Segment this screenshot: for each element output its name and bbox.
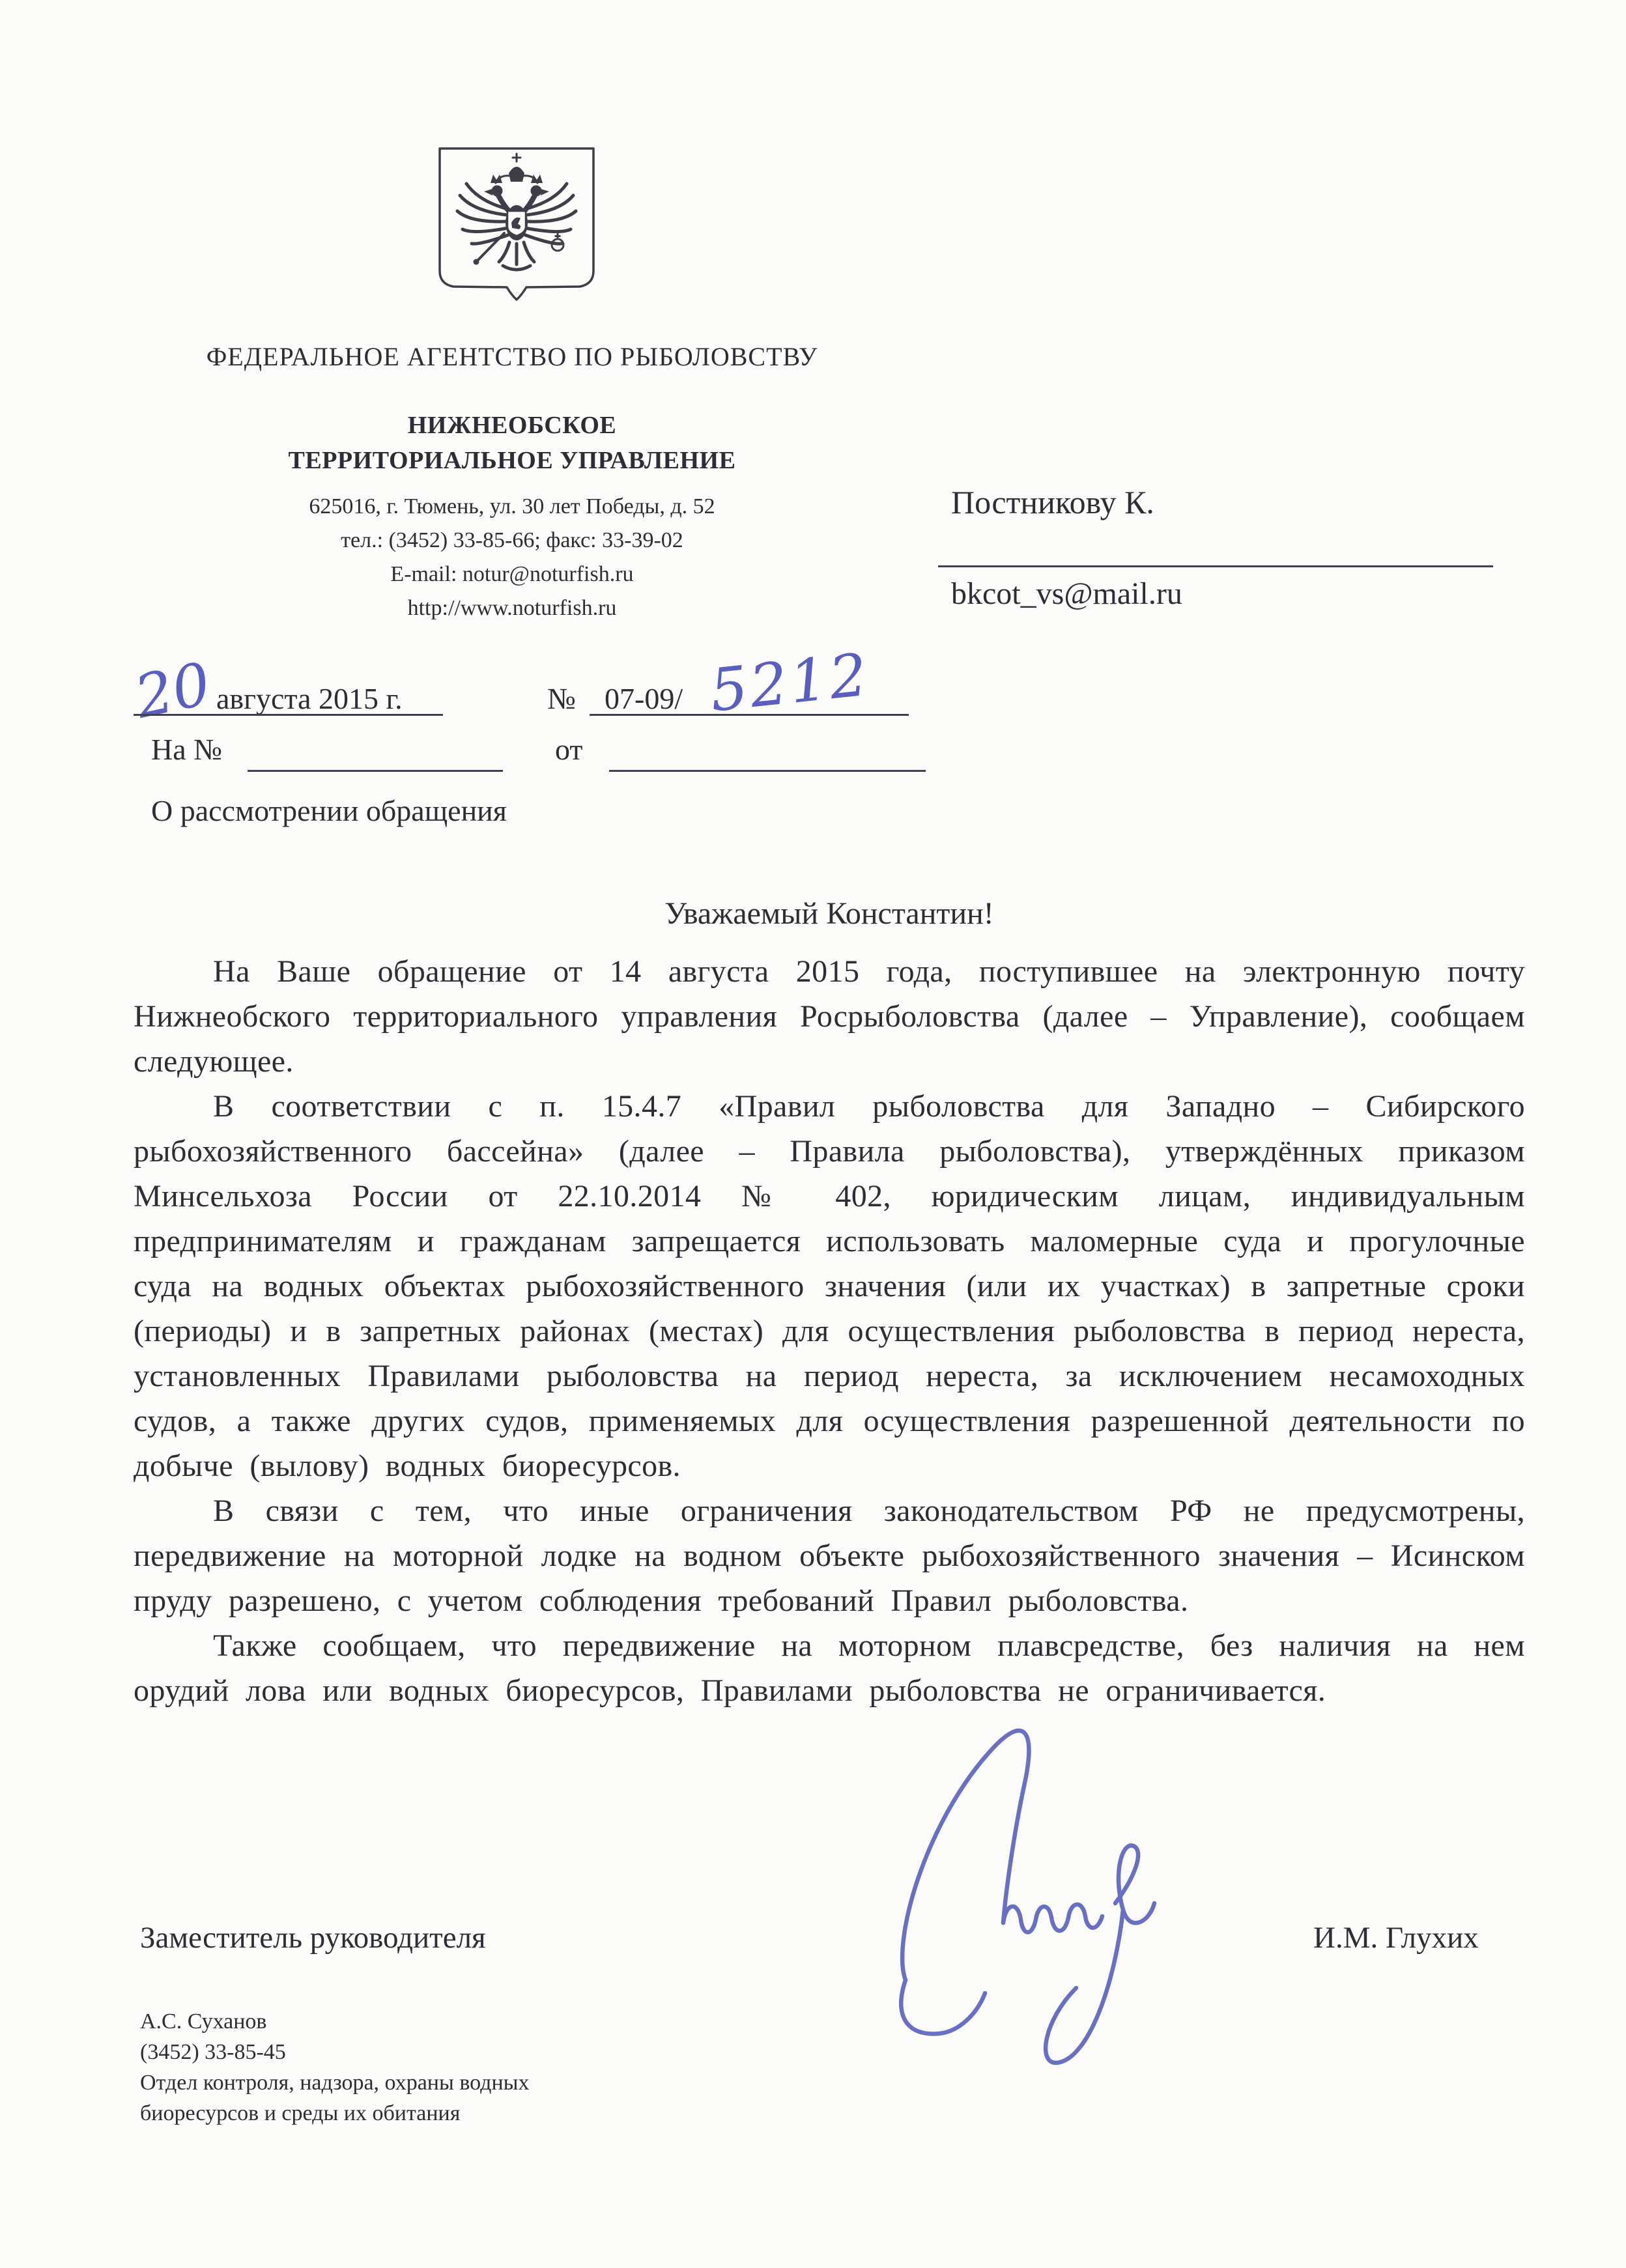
paragraph: В соответствии с п. 15.4.7 «Правил рыболовства для Западно – Сибирского рыбохозяйственного бассейна» (далее – Правила рыболовства), утверждённых приказом Минсельхоза России от 22.10.2014 № 402, юридическим лицам, индивидуальным предпринимателям и гражданам запрещается использовать маломерные суда и прогулочные суда на водных объектах рыбохозяйственного значения (или их участках) в запретные сроки (периоды) и в запретных районах (местах) для осуществления рыболовства в период нереста, установленных Правилами рыболовства на период нереста, за исключением несамоходных судов, а также других судов, применяемых для осуществления разрешенной деятельности по добыче (вылову) водных биоресурсов. (134, 1089, 1525, 1483)
reply-from-label: от (555, 733, 583, 766)
recipient-blank-line (938, 565, 1493, 567)
date-blank-line (134, 714, 443, 716)
org-name-line1: НИЖНЕОБСКОЕ (407, 412, 617, 439)
org-address: 625016, г. Тюмень, ул. 30 лет Победы, д. 52 (309, 494, 715, 518)
org-name (121, 408, 903, 478)
executor-department-line2: биоресурсов и среды их обитания (140, 2101, 461, 2125)
executor-name: А.С. Суханов (140, 2009, 267, 2034)
salutation: Уважаемый Константин! (664, 896, 994, 931)
org-website: http://www.noturfish.ru (407, 596, 617, 620)
recipient-name: Постникову К. (951, 484, 1154, 520)
paragraph: На Ваше обращение от 14 августа 2015 года, поступившее на электронную почту Нижнеобского территориального управления Росрыболовства (далее – Управление), сообщаем следующее. (134, 954, 1525, 1079)
handwritten-letter-number: 5212 (707, 640, 873, 726)
paragraph: В связи с тем, что иные ограничения законодательством РФ не предусмотрены, передвижение на моторной лодке на водном объекте рыбохозяйственного значения – Исинском пруду разрешено, с учетом соблюдения требований Правил рыболовства. (134, 1494, 1525, 1618)
letter-number-prefix: 07-09/ (605, 682, 683, 715)
signature-autograph-icon (827, 1707, 1192, 2078)
letter-body (134, 891, 1525, 1713)
russia-coat-of-arms-icon (436, 146, 597, 302)
org-email: E-mail: notur@noturfish.ru (390, 562, 634, 586)
reply-to-label: На № (151, 733, 223, 766)
reply-number-blank-line (248, 770, 503, 772)
number-blank-line (590, 714, 909, 716)
recipient-email: bkcot_vs@mail.ru (951, 576, 1182, 611)
executor-phone: (3452) 33-85-45 (140, 2040, 286, 2064)
number-sign: № (547, 682, 576, 715)
org-contacts (121, 490, 903, 625)
signer-name: И.М. Глухих (1313, 1921, 1479, 1955)
org-name-line2: ТЕРРИТОРИАЛЬНОЕ УПРАВЛЕНИЕ (288, 447, 736, 474)
signer-position-title: Заместитель руководителя (140, 1921, 486, 1955)
handwritten-day: 20 (129, 649, 217, 732)
agency-name: ФЕДЕРАЛЬНОЕ АГЕНТСТВО ПО РЫБОЛОВСТВУ (206, 342, 818, 371)
reply-date-blank-line (609, 770, 926, 772)
letter-date: августа 2015 г. (216, 682, 403, 715)
paragraph: Также сообщаем, что передвижение на моторном плавсредстве, без наличия на нем орудий лова или водных биоресурсов, Правилами рыболовства не ограничивается. (134, 1628, 1525, 1708)
executor-department-line1: Отдел контроля, надзора, охраны водных (140, 2071, 530, 2095)
executor-block (140, 2006, 530, 2129)
org-phone: тел.: (3452) 33-85-66; факс: 33-39-02 (341, 528, 683, 552)
letter-subject: О рассмотрении обращения (151, 794, 507, 827)
